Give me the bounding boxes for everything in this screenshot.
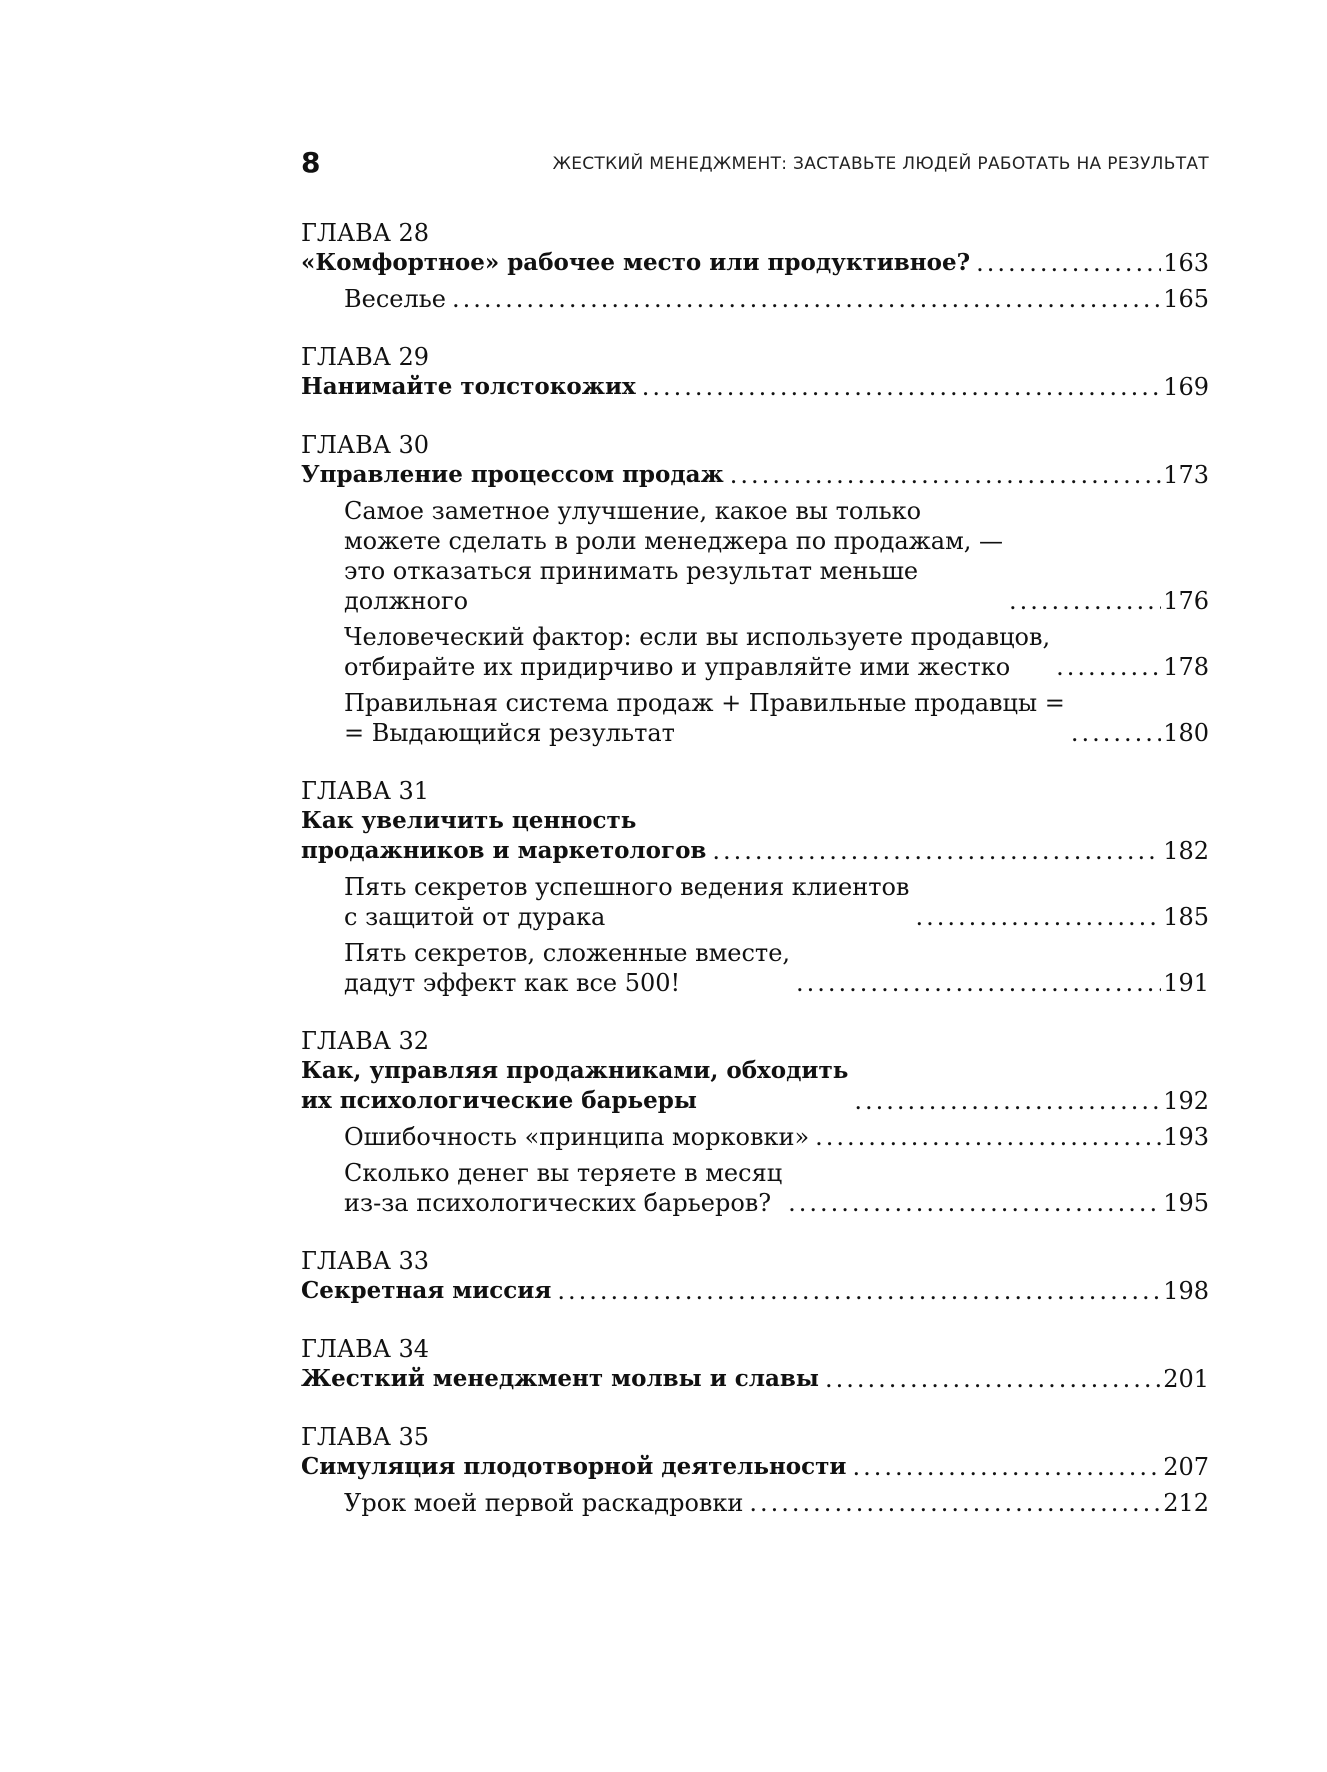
dot-leader — [1056, 652, 1161, 682]
chapter-label: ГЛАВА 29 — [301, 343, 430, 371]
chapter-page-number: 207 — [1163, 1453, 1209, 1481]
chapter-title-entry[interactable] — [301, 1056, 1209, 1116]
section-entry[interactable] — [301, 1158, 1209, 1218]
section-page-number: 191 — [1163, 969, 1209, 997]
section-entry[interactable] — [301, 1488, 1209, 1518]
dot-leader — [796, 968, 1161, 998]
dot-leader — [815, 1122, 1161, 1152]
section-entry[interactable] — [301, 688, 1209, 748]
toc-chapter — [301, 1422, 1209, 1518]
chapter-title-entry[interactable] — [301, 1364, 1209, 1394]
section-title: Пять секретов, сложенные вместе, дадут эффект как все 500! — [344, 939, 791, 997]
chapter-page-number: 198 — [1163, 1277, 1209, 1305]
chapter-page-number: 169 — [1163, 373, 1209, 401]
chapter-title-entry[interactable] — [301, 372, 1209, 402]
dot-leader — [452, 284, 1161, 314]
toc-chapter — [301, 430, 1209, 748]
chapter-page-number: 163 — [1163, 249, 1209, 277]
page-number: 8 — [301, 146, 321, 179]
chapter-title-entry[interactable] — [301, 1452, 1209, 1482]
section-page-number: 178 — [1163, 653, 1209, 681]
section-title: Ошибочность «принципа морковки» — [344, 1123, 810, 1151]
chapter-label: ГЛАВА 30 — [301, 431, 430, 459]
section-title: Урок моей первой раскадровки — [344, 1489, 744, 1517]
chapter-label: ГЛАВА 35 — [301, 1423, 430, 1451]
chapter-label: ГЛАВА 33 — [301, 1247, 430, 1275]
chapter-title-entry[interactable] — [301, 248, 1209, 278]
dot-leader — [852, 1452, 1161, 1482]
section-entry[interactable] — [301, 872, 1209, 932]
chapter-label: ГЛАВА 28 — [301, 219, 430, 247]
section-title: Человеческий фактор: если вы используете продавцов, отбирайте их придирчиво и управляйте ими жестко — [344, 623, 1051, 681]
section-page-number: 193 — [1163, 1123, 1209, 1151]
chapter-title: Управление процессом продаж — [301, 461, 724, 488]
chapter-title-entry[interactable] — [301, 806, 1209, 866]
section-title: Сколько денег вы теряете в месяц из-за психологических барьеров? — [344, 1159, 783, 1217]
table-of-contents — [301, 218, 1209, 1546]
section-entry[interactable] — [301, 938, 1209, 998]
page-header — [301, 144, 1209, 184]
chapter-title: Симуляция плодотворной деятельности — [301, 1453, 847, 1480]
dot-leader — [915, 902, 1161, 932]
toc-chapter — [301, 1246, 1209, 1306]
section-page-number: 180 — [1163, 719, 1209, 747]
section-entry[interactable] — [301, 622, 1209, 682]
chapter-title: Жесткий менеджмент молвы и славы — [301, 1365, 819, 1392]
section-page-number: 185 — [1163, 903, 1209, 931]
toc-chapter — [301, 1334, 1209, 1394]
dot-leader — [712, 836, 1161, 866]
dot-leader — [788, 1188, 1161, 1218]
dot-leader — [825, 1364, 1161, 1394]
dot-leader — [730, 460, 1161, 490]
dot-leader — [642, 372, 1161, 402]
dot-leader — [749, 1488, 1161, 1518]
section-title: Веселье — [344, 285, 446, 313]
chapter-title: Как, управляя продажниками, обходить их психологические барьеры — [301, 1057, 849, 1114]
chapter-label: ГЛАВА 34 — [301, 1335, 430, 1363]
section-entry[interactable] — [301, 496, 1209, 616]
dot-leader — [854, 1086, 1161, 1116]
section-title: Правильная система продаж + Правильные продавцы = = Выдающийся результат — [344, 689, 1065, 747]
chapter-title: Секретная миссия — [301, 1277, 552, 1304]
chapter-label: ГЛАВА 31 — [301, 777, 430, 805]
dot-leader — [1009, 586, 1161, 616]
toc-chapter — [301, 776, 1209, 998]
section-title: Самое заметное улучшение, какое вы только можете сделать в роли менеджера по продажам, — это отказаться принимать результат меньше должного — [344, 497, 1003, 615]
section-page-number: 165 — [1163, 285, 1209, 313]
section-entry[interactable] — [301, 284, 1209, 314]
dot-leader — [1071, 718, 1161, 748]
chapter-title: Как увеличить ценность продажников и маркетологов — [301, 807, 707, 864]
chapter-page-number: 182 — [1163, 837, 1209, 865]
section-page-number: 195 — [1163, 1189, 1209, 1217]
section-entry[interactable] — [301, 1122, 1209, 1152]
chapter-title-entry[interactable] — [301, 1276, 1209, 1306]
chapter-page-number: 201 — [1163, 1365, 1209, 1393]
chapter-page-number: 192 — [1163, 1087, 1209, 1115]
section-title: Пять секретов успешного ведения клиентов с защитой от дурака — [344, 873, 910, 931]
dot-leader — [557, 1276, 1161, 1306]
chapter-page-number: 173 — [1163, 461, 1209, 489]
chapter-label: ГЛАВА 32 — [301, 1027, 430, 1055]
running-head: ЖЕСТКИЙ МЕНЕДЖМЕНТ: ЗАСТАВЬТЕ ЛЮДЕЙ РАБОТАТЬ НА РЕЗУЛЬТАТ — [552, 154, 1209, 174]
chapter-title-entry[interactable] — [301, 460, 1209, 490]
chapter-title: «Комфортное» рабочее место или продуктивное? — [301, 249, 971, 276]
section-page-number: 212 — [1163, 1489, 1209, 1517]
dot-leader — [976, 248, 1161, 278]
section-page-number: 176 — [1163, 587, 1209, 615]
toc-chapter — [301, 1026, 1209, 1218]
toc-chapter — [301, 342, 1209, 402]
toc-chapter — [301, 218, 1209, 314]
chapter-title: Нанимайте толстокожих — [301, 373, 636, 400]
